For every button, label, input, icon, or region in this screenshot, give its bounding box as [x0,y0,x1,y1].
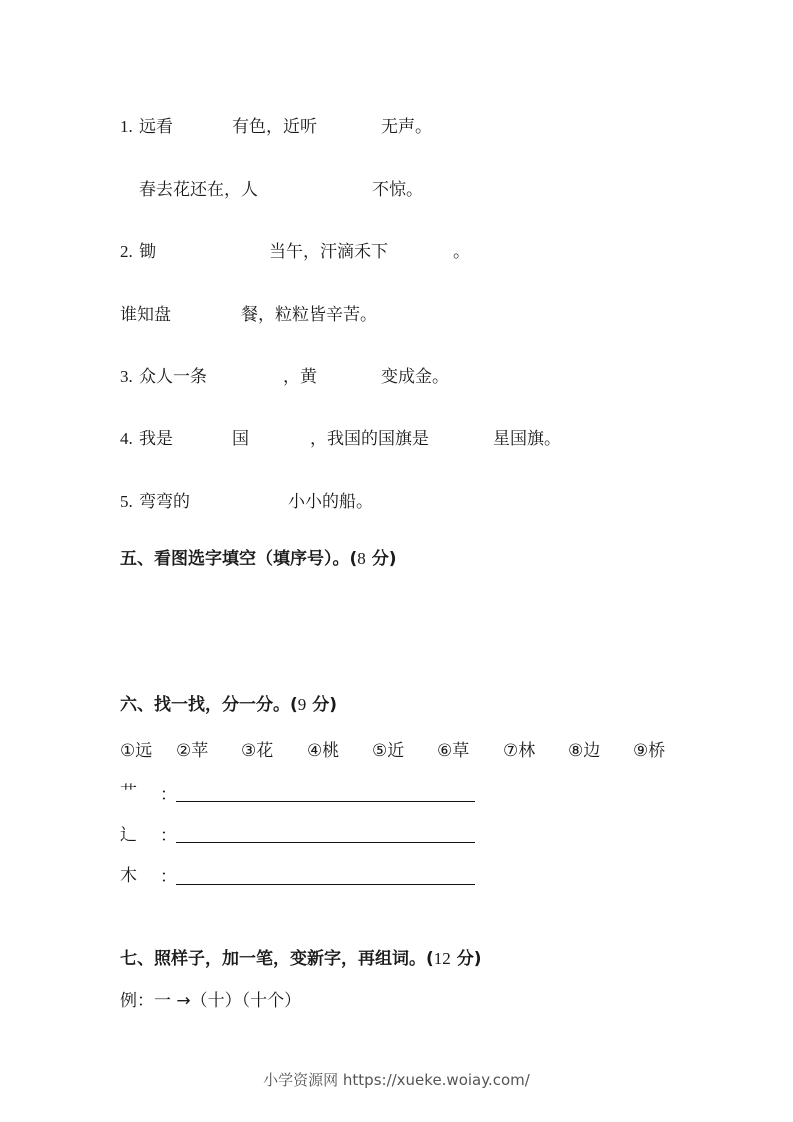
section-7-score-unit: 分) [450,949,482,969]
item-number-5: 5. [120,492,133,511]
radical-grass-answer-line[interactable] [176,801,475,802]
option-4: ④桃 [307,741,340,761]
item-number-2: 2. [120,242,133,261]
poem-5-seg-1: 弯弯的 [139,492,190,512]
poem-3-seg-3: 变成金。 [381,367,449,387]
radical-walk-colon: ： [160,826,177,846]
poem-3-seg-2: ，黄 [283,367,317,387]
poem-1-line-1-seg-1: 远看 [139,117,173,137]
section-5-heading [120,548,396,570]
option-5: ⑤近 [372,741,405,761]
footer-watermark: 小学资源网 https://xueke.woiay.com/ [263,1071,530,1089]
poem-2-line-2-seg-1: 谁知盘 [120,305,171,325]
poem-3-seg-1: 众人一条 [139,367,207,387]
radical-wood-answer-line[interactable] [176,884,475,885]
section-5-title: 五、看图选字填空（填序号）。( [120,549,358,569]
option-6: ⑥草 [437,741,470,761]
radical-wood-colon: ： [160,867,177,887]
section-5-score-number: 8 [357,549,366,568]
section-7-title: 七、照样子，加一笔，变新字，再组词。( [120,949,434,969]
radical-walk: 辶 [120,825,137,845]
option-7: ⑦林 [503,741,536,761]
poem-4-seg-2: 国 [232,429,249,449]
option-9: ⑨桥 [633,741,666,761]
poem-1-line-1-seg-2: 有色，近听 [232,117,317,137]
item-number-1: 1. [120,117,133,136]
poem-2-line-1-seg-3: 。 [453,242,470,262]
radical-grass: 艹 [120,783,137,803]
poem-1-line-1-seg-3: 无声。 [381,117,432,137]
poem-4-seg-4: 星国旗。 [493,429,561,449]
radical-wood: 木 [120,866,137,886]
section-5-score-unit: 分) [365,549,397,569]
option-1: ①远 [120,741,153,761]
section-6-score-unit: 分) [306,695,337,715]
section-7-heading [120,948,481,970]
item-number-4: 4. [120,429,133,448]
poem-2-line-2-seg-2: 餐，粒粒皆辛苦。 [241,305,377,325]
poem-4-seg-1: 我是 [139,429,173,449]
option-8: ⑧边 [568,741,601,761]
poem-2-line-1-seg-1: 锄 [139,242,156,262]
section-6-title: 六、找一找，分一分。( [120,695,298,715]
section-6-score-number: 9 [297,695,307,714]
section-7-example: 例：一 →（十）（十个） [120,991,302,1011]
poem-5-seg-2: 小小的船。 [288,492,373,512]
radical-walk-answer-line[interactable] [176,842,475,843]
poem-4-seg-3: ，我国的国旗是 [310,429,429,449]
radical-grass-colon: ： [160,785,177,805]
option-2: ②苹 [176,741,209,761]
section-7-score-number: 12 [433,949,451,968]
poem-1-line-2-seg-1: 春去花还在，人 [139,180,258,200]
poem-1-line-2-seg-2: 不惊。 [372,180,423,200]
item-number-3: 3. [120,367,133,386]
poem-2-line-1-seg-2: 当午，汗滴禾下 [269,242,388,262]
option-3: ③花 [241,741,274,761]
section-6-heading [120,694,337,716]
